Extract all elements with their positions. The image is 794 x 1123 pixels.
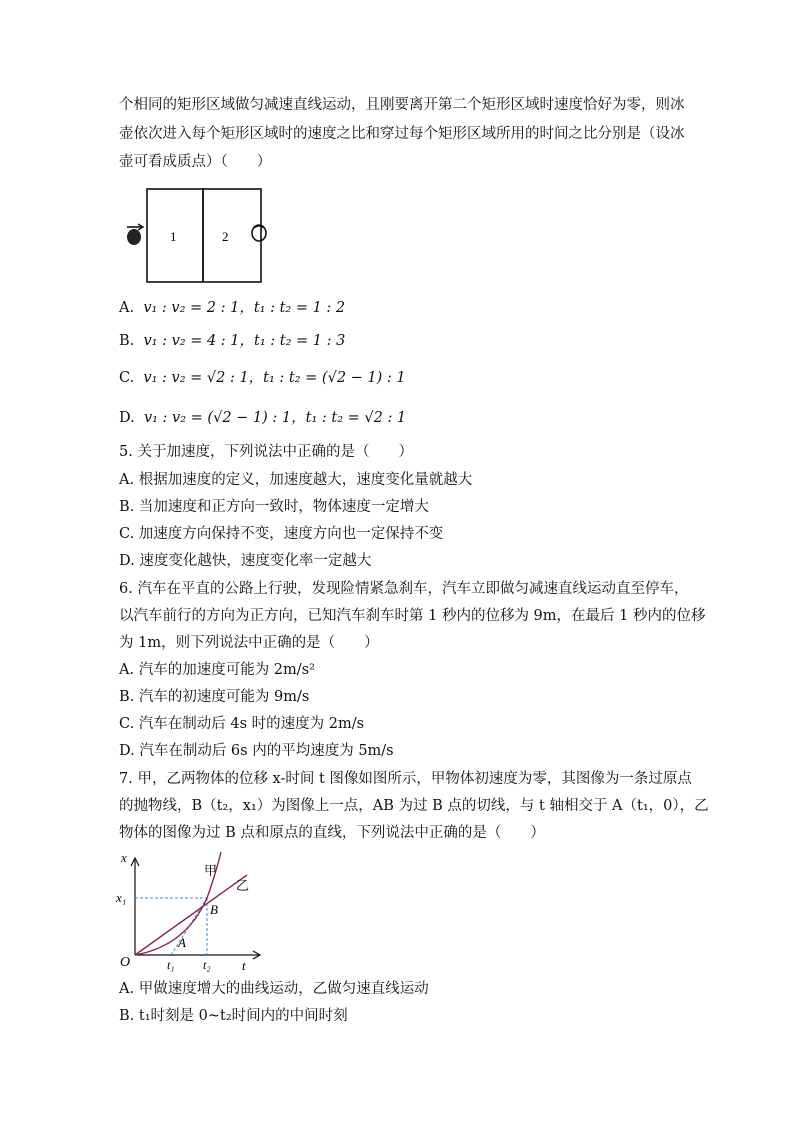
q4-option-d: D. v₁ : v₂ = (√2 − 1) : 1，t₁ : t₂ = √2 : 1: [119, 410, 407, 426]
q5-stem: 5. 关于加速度，下列说法中正确的是（ ）: [119, 444, 413, 460]
q4-option-b: B. v₁ : v₂ = 4 : 1，t₁ : t₂ = 1 : 3: [119, 333, 346, 349]
q6-option-a: A. 汽车的加速度可能为 2m/s²: [119, 662, 315, 678]
point-a-label: A: [178, 935, 186, 950]
curve-yi-label: 乙: [236, 878, 250, 893]
q4-stem-line-3: 壶可看成质点）（ ）: [119, 154, 272, 170]
curling-rectangles-figure: [118, 186, 274, 286]
q5-option-c: C. 加速度方向保持不变，速度方向也一定保持不变: [119, 526, 444, 542]
curling-stone-right-icon: [252, 225, 266, 241]
q6-stem-line-3: 为 1m，则下列说法中正确的是（ ）: [119, 635, 379, 651]
q7-stem-line-3: 物体的图像为过 B 点和原点的直线，下列说法中正确的是（ ）: [119, 825, 545, 841]
origin-label: O: [120, 955, 131, 970]
q5-option-b: B. 当加速度和正方向一致时，物体速度一定增大: [119, 499, 429, 515]
q4-stem-line-2: 壶依次进入每个矩形区域时的速度之比和穿过每个矩形区域所用的时间之比分别是（设冰: [119, 126, 685, 142]
curling-stone-left-icon: [127, 224, 143, 245]
q7-stem-line-2: 的抛物线，B（t₂，x₁）为图像上一点，AB 为过 B 点的切线，与 t 轴相交于 A（t₁，0），乙: [119, 798, 709, 814]
q4-option-a: A. v₁ : v₂ = 2 : 1，t₁ : t₂ = 1 : 2: [119, 300, 346, 316]
q7-option-a: A. 甲做速度增大的曲线运动，乙做匀速直线运动: [119, 981, 429, 997]
q4-stem-line-1: 个相同的矩形区域做匀减速直线运动，且刚要离开第二个矩形区域时速度恰好为零，则冰: [119, 97, 685, 113]
q7-stem-line-1: 7. 甲，乙两物体的位移 x-时间 t 图像如图所示，甲物体初速度为零，其图像为一条过原点: [119, 771, 692, 787]
region-label-1: 1: [170, 229, 177, 244]
q6-option-d: D. 汽车在制动后 6s 内的平均速度为 5m/s: [119, 743, 394, 759]
t-axis-label: t: [242, 958, 246, 973]
point-b-label: B: [210, 902, 218, 917]
line-yi: [135, 875, 250, 955]
region-label-2: 2: [222, 229, 229, 244]
t1-label: t₁: [167, 958, 175, 972]
x1-label: x₁: [116, 890, 127, 905]
q6-stem-line-1: 6. 汽车在平直的公路上行驶，发现险情紧急刹车，汽车立即做匀减速直线运动直至停车，: [119, 581, 689, 597]
x-axis-label: x: [121, 850, 127, 865]
q6-stem-line-2: 以汽车前行的方向为正方向，已知汽车刹车时第 1 秒内的位移为 9m，在最后 1 秒内的位移: [119, 608, 706, 624]
x-t-graph: [114, 850, 264, 974]
q5-option-d: D. 速度变化越快，速度变化率一定越大: [119, 553, 372, 569]
q6-option-c: C. 汽车在制动后 4s 时的速度为 2m/s: [119, 716, 365, 732]
q5-option-a: A. 根据加速度的定义，加速度越大，速度变化量就越大: [119, 472, 473, 488]
curve-jia-label: 甲: [204, 863, 218, 878]
t2-label: t₂: [203, 958, 211, 972]
q7-option-b: B. t₁时刻是 0~t₂时间内的中间时刻: [119, 1008, 348, 1024]
q4-option-c: C. v₁ : v₂ = √2 : 1，t₁ : t₂ = (√2 − 1) : 1: [119, 370, 406, 386]
q6-option-b: B. 汽车的初速度可能为 9m/s: [119, 689, 310, 705]
